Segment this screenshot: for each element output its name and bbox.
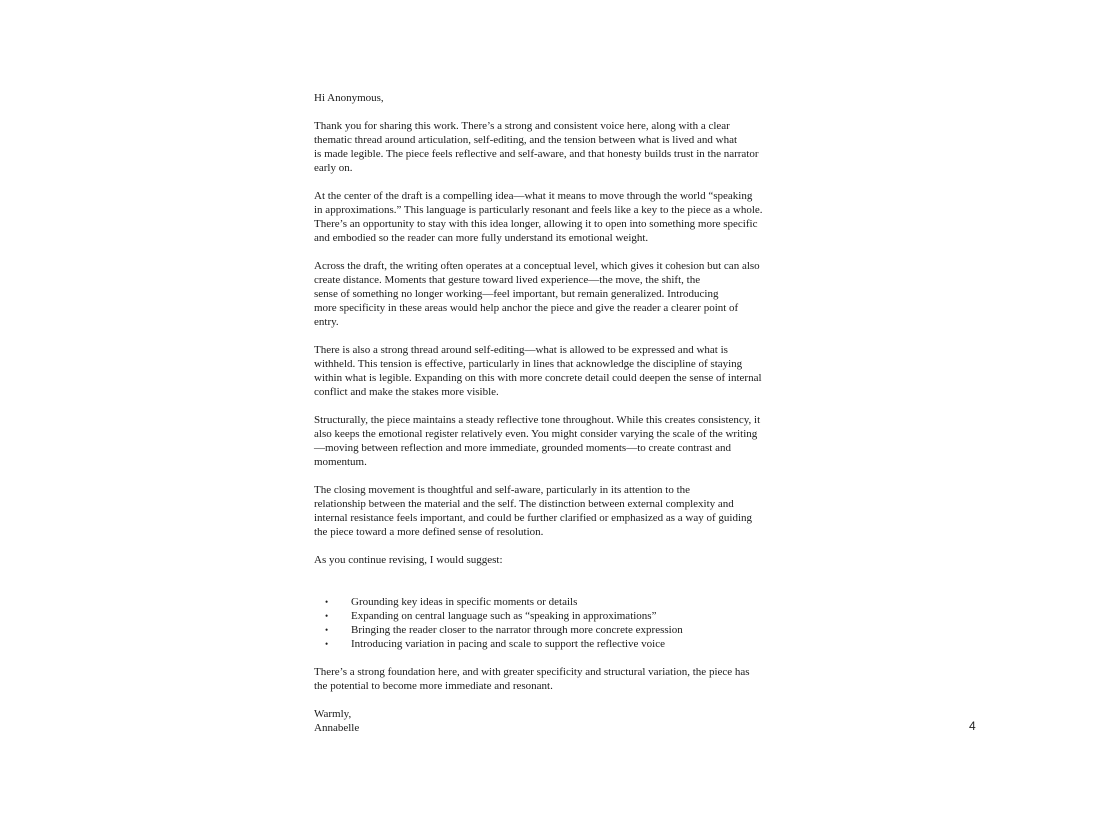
- signature: Annabelle: [314, 722, 360, 734]
- suggestions-list: [314, 595, 814, 651]
- text-line: internal resistance feels important, and could be further clarified or emphasized as a way of guiding: [314, 512, 753, 524]
- paragraph-conceptual-level: [314, 259, 814, 329]
- list-item: [314, 609, 814, 623]
- text-line: The closing movement is thoughtful and self-aware, particularly in its attention to the: [314, 484, 691, 496]
- text-line: Structurally, the piece maintains a steady reflective tone throughout. While this creates consistency, it: [314, 414, 761, 426]
- paragraph-self-editing: [314, 343, 814, 399]
- text-line: withheld. This tension is effective, particularly in lines that acknowledge the discipline of staying: [314, 358, 743, 370]
- greeting: Hi Anonymous,: [314, 92, 384, 104]
- text-line: and embodied so the reader can more fully understand its emotional weight.: [314, 232, 649, 244]
- list-item-text: Grounding key ideas in specific moments or details: [351, 596, 578, 608]
- text-line: is made legible. The piece feels reflective and self-aware, and that honesty builds trust in the narrator: [314, 148, 759, 160]
- suggestions-intro: As you continue revising, I would suggest:: [314, 554, 503, 566]
- text-line: thematic thread around articulation, self-editing, and the tension between what is lived and what: [314, 134, 738, 146]
- text-line: relationship between the material and the self. The distinction between external complexity and: [314, 498, 734, 510]
- page-number: 4: [969, 719, 976, 733]
- text-line: —moving between reflection and more immediate, grounded moments—to create contrast and: [314, 442, 731, 454]
- list-item-text: Expanding on central language such as “speaking in approximations”: [351, 610, 657, 622]
- bullet-icon: •: [325, 597, 329, 607]
- bullet-icon: •: [325, 639, 329, 649]
- text-line: also keeps the emotional register relatively even. You might consider varying the scale of the writing: [314, 428, 758, 440]
- paragraph-structure: [314, 413, 814, 469]
- text-line: There is also a strong thread around self-editing—what is allowed to be expressed and what is: [314, 344, 728, 356]
- bullet-icon: •: [325, 611, 329, 621]
- text-line: At the center of the draft is a compelling idea—what it means to move through the world “speaking: [314, 190, 753, 202]
- text-line: in approximations.” This language is particularly resonant and feels like a key to the piece as a whole.: [314, 204, 763, 216]
- signoff: Warmly,: [314, 708, 352, 720]
- letter-body: [314, 91, 814, 735]
- list-item: [314, 623, 814, 637]
- paragraph-closing-movement: [314, 483, 814, 539]
- text-line: more specificity in these areas would help anchor the piece and give the reader a clearer point of: [314, 302, 739, 314]
- text-line: There’s a strong foundation here, and with greater specificity and structural variation, the piece has: [314, 666, 750, 678]
- text-line: the potential to become more immediate and resonant.: [314, 680, 553, 692]
- paragraph-central-idea: [314, 189, 814, 245]
- text-line: create distance. Moments that gesture toward lived experience—the move, the shift, the: [314, 274, 701, 286]
- list-item: [314, 637, 814, 651]
- text-line: Across the draft, the writing often operates at a conceptual level, which gives it cohesion but can also: [314, 260, 760, 272]
- text-line: momentum.: [314, 456, 367, 468]
- text-line: early on.: [314, 162, 353, 174]
- list-item-text: Bringing the reader closer to the narrator through more concrete expression: [351, 624, 683, 636]
- text-line: within what is legible. Expanding on this with more concrete detail could deepen the sense of internal: [314, 372, 762, 384]
- paragraph-opening: [314, 119, 814, 175]
- list-item: [314, 595, 814, 609]
- text-line: conflict and make the stakes more visible.: [314, 386, 499, 398]
- text-line: the piece toward a more defined sense of resolution.: [314, 526, 544, 538]
- text-line: There’s an opportunity to stay with this idea longer, allowing it to open into something more specific: [314, 218, 758, 230]
- text-line: sense of something no longer working—feel important, but remain generalized. Introducing: [314, 288, 719, 300]
- text-line: entry.: [314, 316, 339, 328]
- bullet-icon: •: [325, 625, 329, 635]
- text-line: Thank you for sharing this work. There’s a strong and consistent voice here, along with a clear: [314, 120, 730, 132]
- list-item-text: Introducing variation in pacing and scale to support the reflective voice: [351, 638, 665, 650]
- paragraph-closing: [314, 665, 814, 693]
